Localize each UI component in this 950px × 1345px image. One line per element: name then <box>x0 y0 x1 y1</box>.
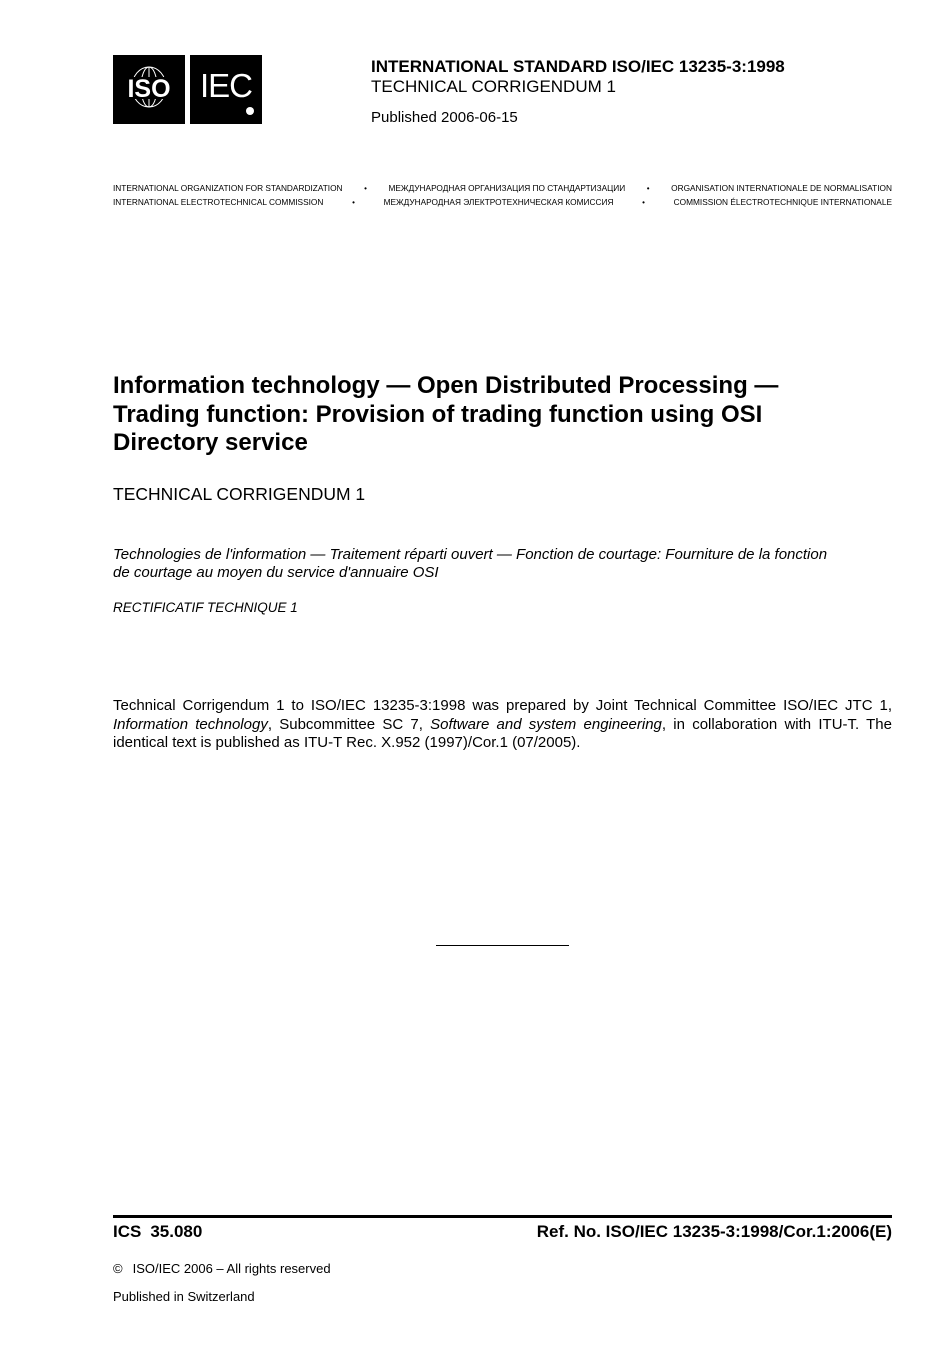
iso-text: ISO <box>127 75 171 103</box>
french-corrigendum: RECTIFICATIF TECHNIQUE 1 <box>113 600 298 615</box>
org-name: МЕЖДУНАРОДНАЯ ЭЛЕКТРОТЕХНИЧЕСКАЯ КОМИССИЯ <box>383 197 614 207</box>
organizations-row-2 <box>113 197 892 207</box>
title-line: Trading function: Provision of trading function using OSI <box>113 400 763 428</box>
separator-bullet: • <box>364 183 367 193</box>
title-line: Directory service <box>113 429 308 456</box>
separator-bullet: • <box>352 197 355 207</box>
french-title <box>113 546 893 581</box>
iso-logo <box>113 55 185 124</box>
corrigendum-heading: TECHNICAL CORRIGENDUM 1 <box>113 484 366 504</box>
org-name: COMMISSION ÉLECTROTECHNIQUE INTERNATIONALE <box>673 197 892 207</box>
standard-title: INTERNATIONAL STANDARD ISO/IEC 13235-3:1998 <box>371 57 785 76</box>
org-name: INTERNATIONAL ELECTROTECHNICAL COMMISSION <box>113 197 324 207</box>
body-italic: Software and system engineering <box>430 715 662 733</box>
footer-rule <box>113 1215 892 1218</box>
french-title-line: Technologies de l'information — Traitement réparti ouvert — Fonction de courtage: Fourniture de la fonction <box>113 546 828 563</box>
body-text: , in collaboration with ITU-T. The identical text is published as ITU-T Rec. X.952 (1997)/Cor.1 (07/2005). <box>113 715 892 751</box>
iso-iec-logo <box>113 55 262 124</box>
ics-number: 35.080 <box>150 1222 203 1241</box>
preparation-paragraph <box>113 697 892 753</box>
copyright-icon: © <box>113 1261 123 1276</box>
reference-number: Ref. No. ISO/IEC 13235-3:1998/Cor.1:2006(E) <box>536 1222 892 1241</box>
copyright <box>113 1261 331 1276</box>
org-name: МЕЖДУНАРОДНАЯ ОРГАНИЗАЦИЯ ПО СТАНДАРТИЗАЦИИ <box>388 183 626 193</box>
published-in: Published in Switzerland <box>113 1289 255 1304</box>
org-name: INTERNATIONAL ORGANIZATION FOR STANDARDIZATION <box>113 183 343 193</box>
iec-text: IEC <box>199 67 253 104</box>
ics-label: ICS <box>113 1222 142 1241</box>
body-italic: Information technology <box>113 715 268 733</box>
standard-subtitle: TECHNICAL CORRIGENDUM 1 <box>371 77 616 96</box>
separator-bullet: • <box>646 183 650 193</box>
globe-icon <box>113 55 185 124</box>
body-text: , Subcommittee SC 7, <box>267 715 431 733</box>
iec-logo <box>190 55 262 124</box>
org-name: ORGANISATION INTERNATIONALE DE NORMALISATION <box>671 183 892 193</box>
copyright-text: ISO/IEC 2006 – All rights reserved <box>132 1261 331 1276</box>
divider <box>436 945 569 946</box>
ics-code <box>113 1222 202 1242</box>
iec-dot-icon <box>246 107 254 115</box>
document-title <box>113 372 873 458</box>
french-title-line: de courtage au moyen du service d'annuaire OSI <box>113 563 439 581</box>
organizations-row-1 <box>113 183 892 193</box>
separator-bullet: • <box>642 197 645 207</box>
body-text: Technical Corrigendum 1 to ISO/IEC 13235-3:1998 was prepared by Joint Technical Committee ISO/IEC JTC 1, <box>113 697 892 714</box>
title-line: Information technology — Open Distributed Processing — <box>113 372 779 399</box>
published-date: Published 2006-06-15 <box>371 109 518 126</box>
